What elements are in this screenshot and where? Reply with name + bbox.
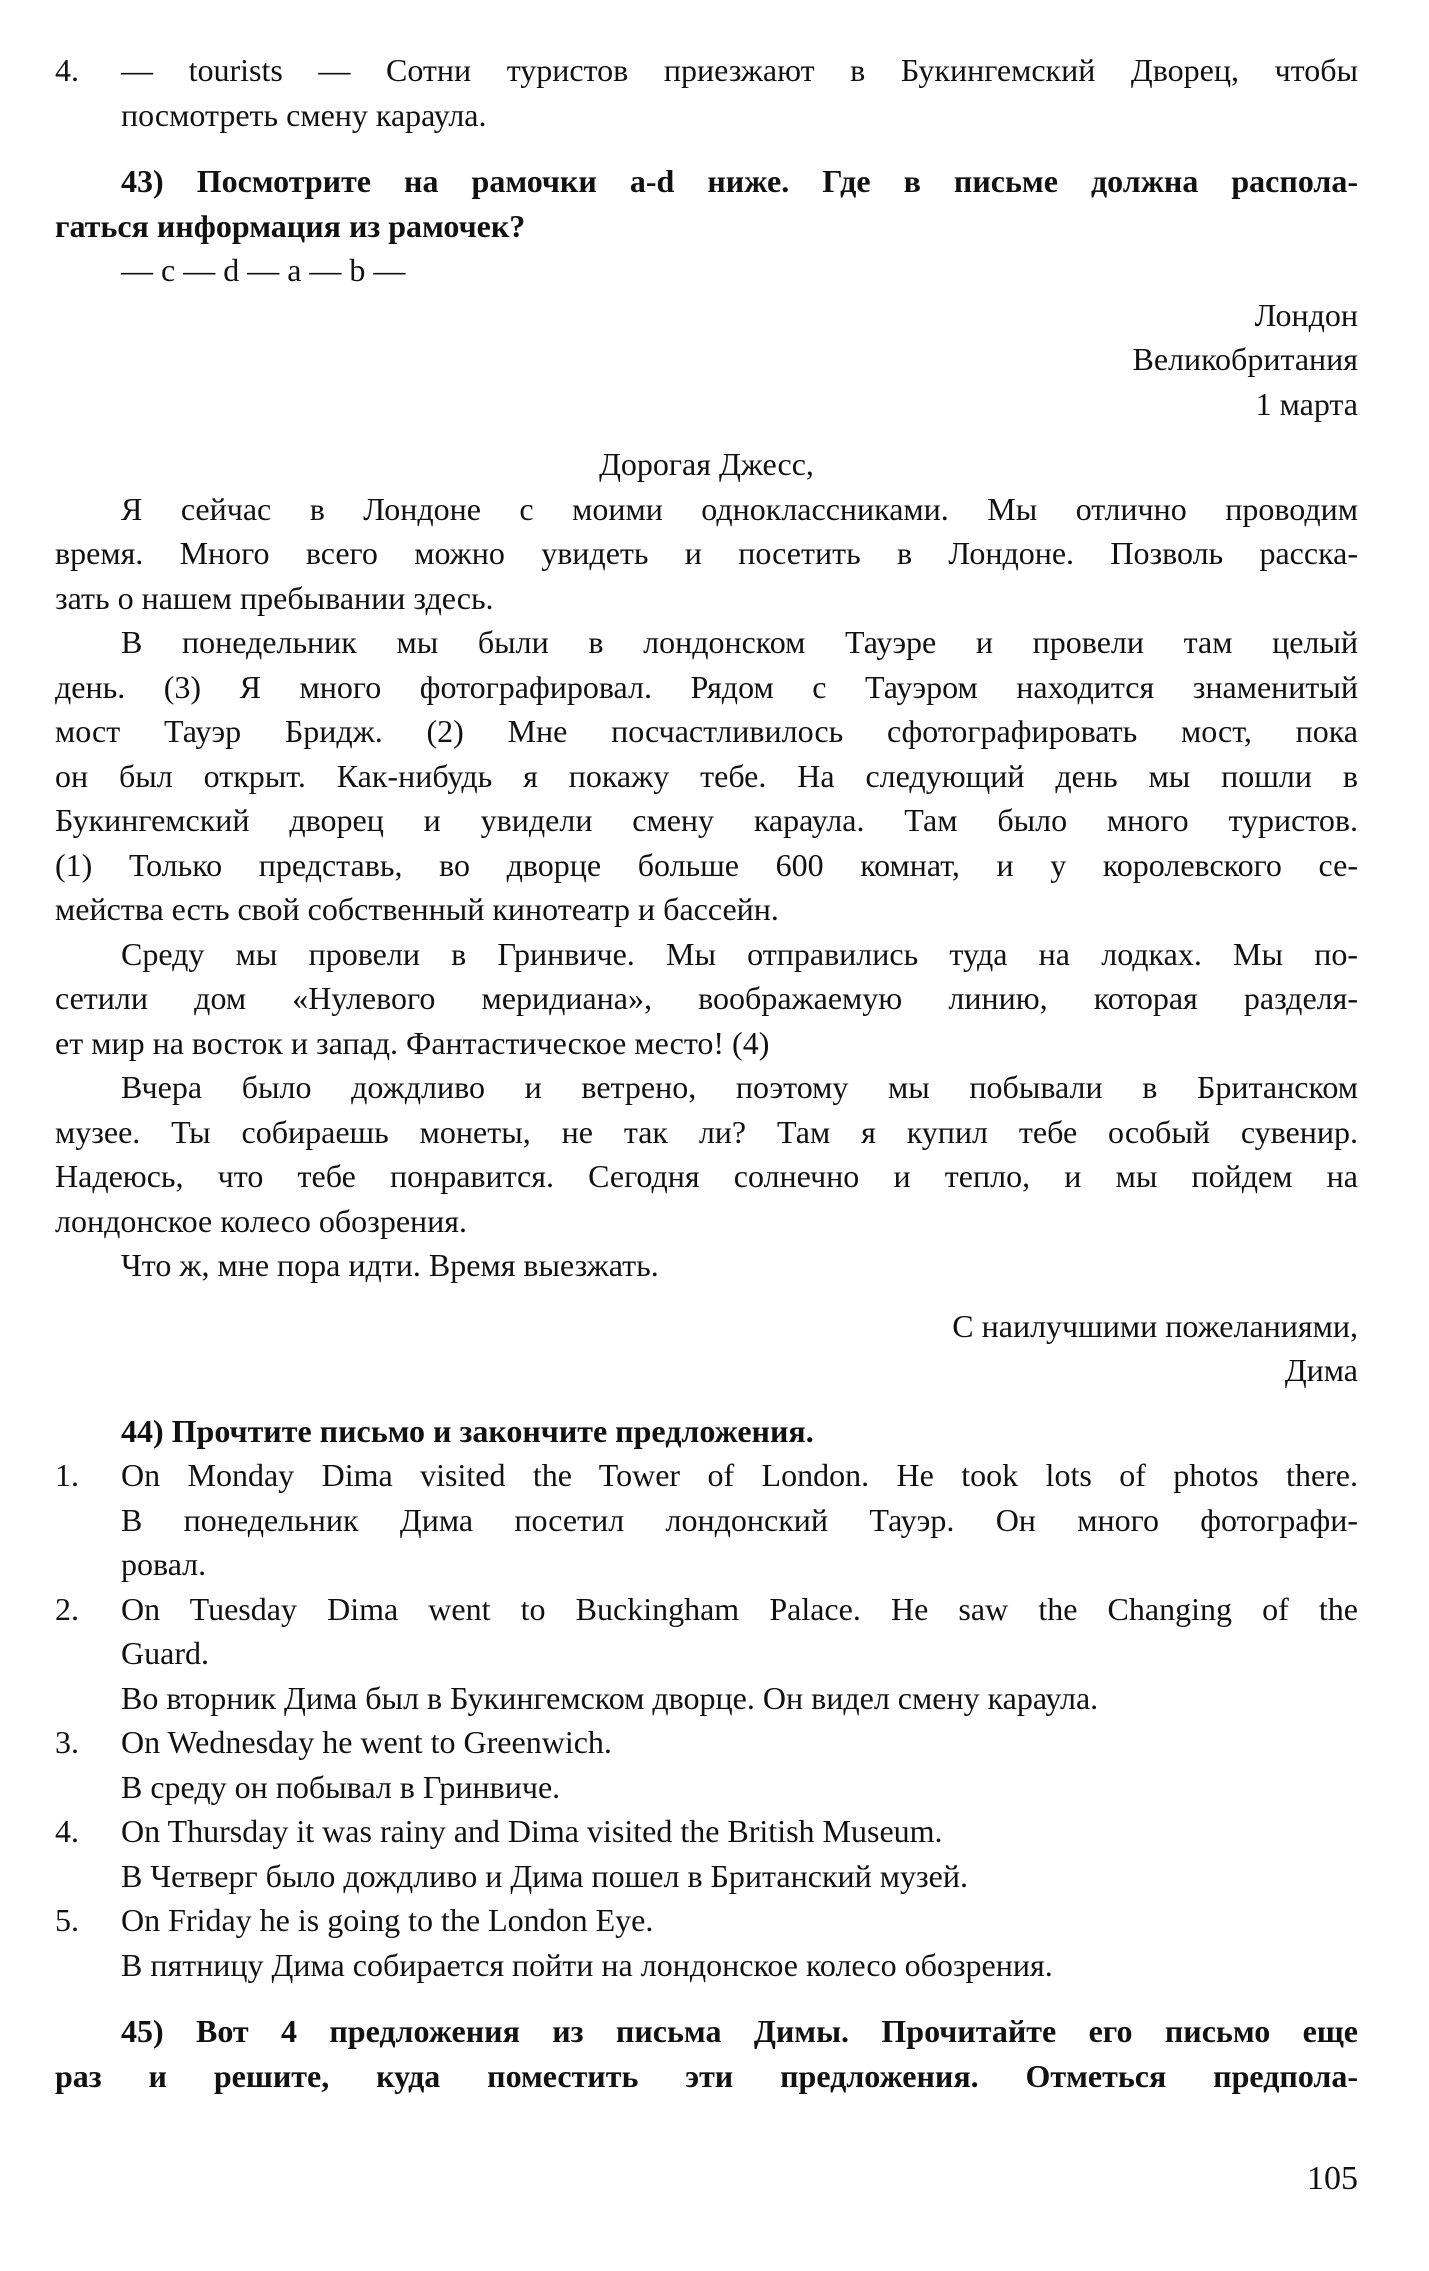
- letter-line: Среду мы провели в Гринвиче. Мы отправились туда на лодках. Мы по-: [121, 935, 1358, 972]
- item-line: On Thursday it was rainy and Dima visited the British Museum.: [121, 1813, 943, 1849]
- question-43: [55, 159, 1358, 248]
- item-line: On Friday he is going to the London Eye.: [121, 1902, 654, 1938]
- letter-date: 1 марта: [1255, 385, 1358, 422]
- item-line: В Четверг было дождливо и Дима пошел в Британский музей.: [121, 1857, 968, 1894]
- address-country: Великобритания: [1132, 341, 1358, 377]
- item-line: В понедельник Дима посетил лондонский Тауэр. Он много фотографи-: [121, 1501, 1358, 1538]
- question-45: [55, 2009, 1358, 2098]
- list-item-4: [55, 48, 1358, 137]
- letter-line: В понедельник мы были в лондонском Тауэре и провели там целый: [121, 624, 1358, 660]
- letter-line: он был открыт. Как-нибудь я покажу тебе. На следующий день мы пошли в: [55, 757, 1358, 794]
- letter-paragraph: [55, 1065, 1358, 1243]
- letter-paragraph: [55, 932, 1358, 1066]
- list-item: [55, 1453, 1358, 1587]
- letter-line: сетили дом «Нулевого меридиана», воображаемую линию, которая разделя-: [55, 980, 1358, 1016]
- letter-paragraph: [55, 487, 1358, 621]
- item-line: — tourists — Сотни туристов приезжают в Букингемский Дворец, чтобы: [121, 52, 1358, 88]
- letter-line: (1) Только представь, во дворце больше 600 комнат, и у королевского се-: [55, 846, 1358, 883]
- letter-line: время. Много всего можно увидеть и посетить в Лондоне. Позволь расска-: [55, 535, 1358, 571]
- item-line: Guard.: [121, 1635, 209, 1671]
- letter-closing: С наилучшими пожеланиями,: [952, 1307, 1358, 1344]
- letter-line: Букингемский дворец и увидели смену караула. Там было много туристов.: [55, 802, 1358, 838]
- item-line: On Tuesday Dima went to Buckingham Palace. He saw the Changing of the: [121, 1590, 1358, 1627]
- item-line: В среду он побывал в Гринвиче.: [121, 1768, 561, 1805]
- item-number: 3.: [55, 1724, 79, 1760]
- page-number: 105: [1307, 2160, 1358, 2197]
- question-line: раз и решите, куда поместить эти предложения. Отметься предпола-: [55, 2057, 1358, 2094]
- letter-line: мост Тауэр Бридж. (2) Мне посчастливилось сфотографировать мост, пока: [55, 713, 1358, 749]
- letter-line: Вчера было дождливо и ветрено, поэтому мы побывали в Британском: [121, 1069, 1358, 1105]
- letter-signature: Дима: [1284, 1352, 1358, 1388]
- item-line: посмотреть смену караула.: [121, 96, 487, 133]
- letter-line: музее. Ты собираешь монеты, не так ли? Там я купил тебе особый сувенир.: [55, 1113, 1358, 1150]
- question-44-items: [55, 1453, 1358, 1987]
- list-item: [55, 1720, 1358, 1809]
- letter-line: Что ж, мне пора идти. Время выезжать.: [121, 1247, 659, 1283]
- question-line: гаться информация из рамочек?: [55, 207, 526, 244]
- item-number: 4.: [55, 1813, 79, 1849]
- letter-line: Я сейчас в Лондоне с моими одноклассниками. Мы отлично проводим: [121, 490, 1358, 527]
- item-line: Во вторник Дима был в Букингемском дворце. Он видел смену караула.: [121, 1679, 1099, 1716]
- item-number: 2.: [55, 1590, 79, 1627]
- letter-greeting: Дорогая Джесс,: [599, 446, 814, 482]
- item-line: ровал.: [121, 1546, 207, 1582]
- list-item: [55, 1809, 1358, 1898]
- list-item: [55, 1898, 1358, 1987]
- letter-line: ет мир на восток и запад. Фантастическое место! (4): [55, 1024, 770, 1061]
- question-line: 45) Вот 4 предложения из письма Димы. Прочитайте его письмо еще: [121, 2013, 1358, 2049]
- question-line: 43) Посмотрите на рамочки a-d ниже. Где в письме должна распола-: [121, 163, 1358, 199]
- item-number: 4.: [55, 52, 79, 88]
- letter-line: день. (3) Я много фотографировал. Рядом с Тауэром находится знаменитый: [55, 668, 1358, 705]
- answer-43: — c — d — a — b —: [121, 252, 406, 288]
- letter-line: мейства есть свой собственный кинотеатр и бассейн.: [55, 891, 779, 927]
- letter-line: лондонское колесо обозрения.: [55, 1202, 467, 1239]
- letter-paragraph: [55, 620, 1358, 932]
- item-line: В пятницу Дима собирается пойти на лондонское колесо обозрения.: [121, 1946, 1053, 1983]
- item-number: 1.: [55, 1457, 79, 1493]
- question-44-title: 44) Прочтите письмо и закончите предложения.: [121, 1412, 814, 1449]
- list-item: [55, 1587, 1358, 1721]
- item-line: On Monday Dima visited the Tower of London. He took lots of photos there.: [121, 1457, 1358, 1493]
- address-city: Лондон: [1254, 296, 1358, 333]
- textbook-page: [55, 48, 1358, 2098]
- letter-address: [55, 293, 1358, 427]
- item-line: On Wednesday he went to Greenwich.: [121, 1724, 612, 1760]
- item-number: 5.: [55, 1902, 79, 1938]
- letter-line: Надеюсь, что тебе понравится. Сегодня солнечно и тепло, и мы пойдем на: [55, 1158, 1358, 1194]
- letter-line: зать о нашем пребывании здесь.: [55, 579, 494, 616]
